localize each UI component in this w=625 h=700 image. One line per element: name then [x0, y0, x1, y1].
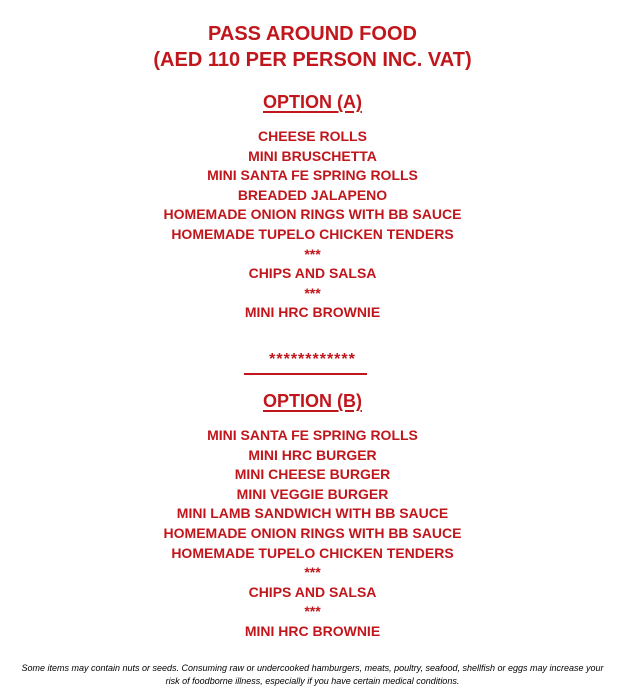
list-item: MINI HRC BROWNIE [244, 304, 381, 321]
list-item: CHIPS AND SALSA [248, 583, 377, 600]
list-item: CHEESE ROLLS [258, 128, 367, 144]
allergy-disclaimer [0, 662, 625, 687]
list-item: MINI BRUSCHETTA [248, 147, 377, 164]
divider-underline [244, 373, 367, 375]
disclaimer-line: Some items may contain nuts or seeds. Consuming raw or undercooked hamburgers, meats, poultry, seafood, shellfish or eggs may increase your [21, 663, 604, 673]
list-item: BREADED JALAPENO [237, 186, 388, 203]
list-item: HOMEMADE TUPELO CHICKEN TENDERS [171, 544, 454, 561]
list-item: CHIPS AND SALSA [248, 265, 377, 282]
option-a-heading: OPTION (A) [263, 92, 362, 112]
option-a-list [0, 127, 625, 323]
list-item: MINI CHEESE BURGER [234, 466, 391, 483]
list-item: MINI SANTA FE SPRING ROLLS [207, 427, 418, 443]
list-item: HOMEMADE ONION RINGS WITH BB SAUCE [163, 524, 462, 541]
option-b-heading: OPTION (B) [263, 391, 362, 411]
list-item: MINI LAMB SANDWICH WITH BB SAUCE [176, 505, 449, 522]
option-b-list [0, 426, 625, 642]
list-item: HOMEMADE ONION RINGS WITH BB SAUCE [163, 206, 462, 223]
list-item: MINI SANTA FE SPRING ROLLS [207, 167, 418, 184]
list-separator: *** [304, 245, 321, 262]
menu-price: (AED 110 PER PERSON INC. VAT) [153, 49, 472, 71]
list-item: MINI HRC BROWNIE [244, 622, 381, 639]
list-item: HOMEMADE TUPELO CHICKEN TENDERS [171, 225, 454, 242]
section-divider: ************ [269, 351, 356, 368]
list-item: MINI VEGGIE BURGER [236, 485, 389, 502]
disclaimer-line: risk of foodborne illness, especially if you have certain medical conditions. [165, 675, 460, 686]
list-separator: *** [304, 564, 321, 581]
list-separator: *** [304, 603, 321, 620]
menu-title: PASS AROUND FOOD [208, 23, 417, 45]
list-item: MINI HRC BURGER [248, 446, 377, 463]
list-separator: *** [304, 284, 321, 301]
